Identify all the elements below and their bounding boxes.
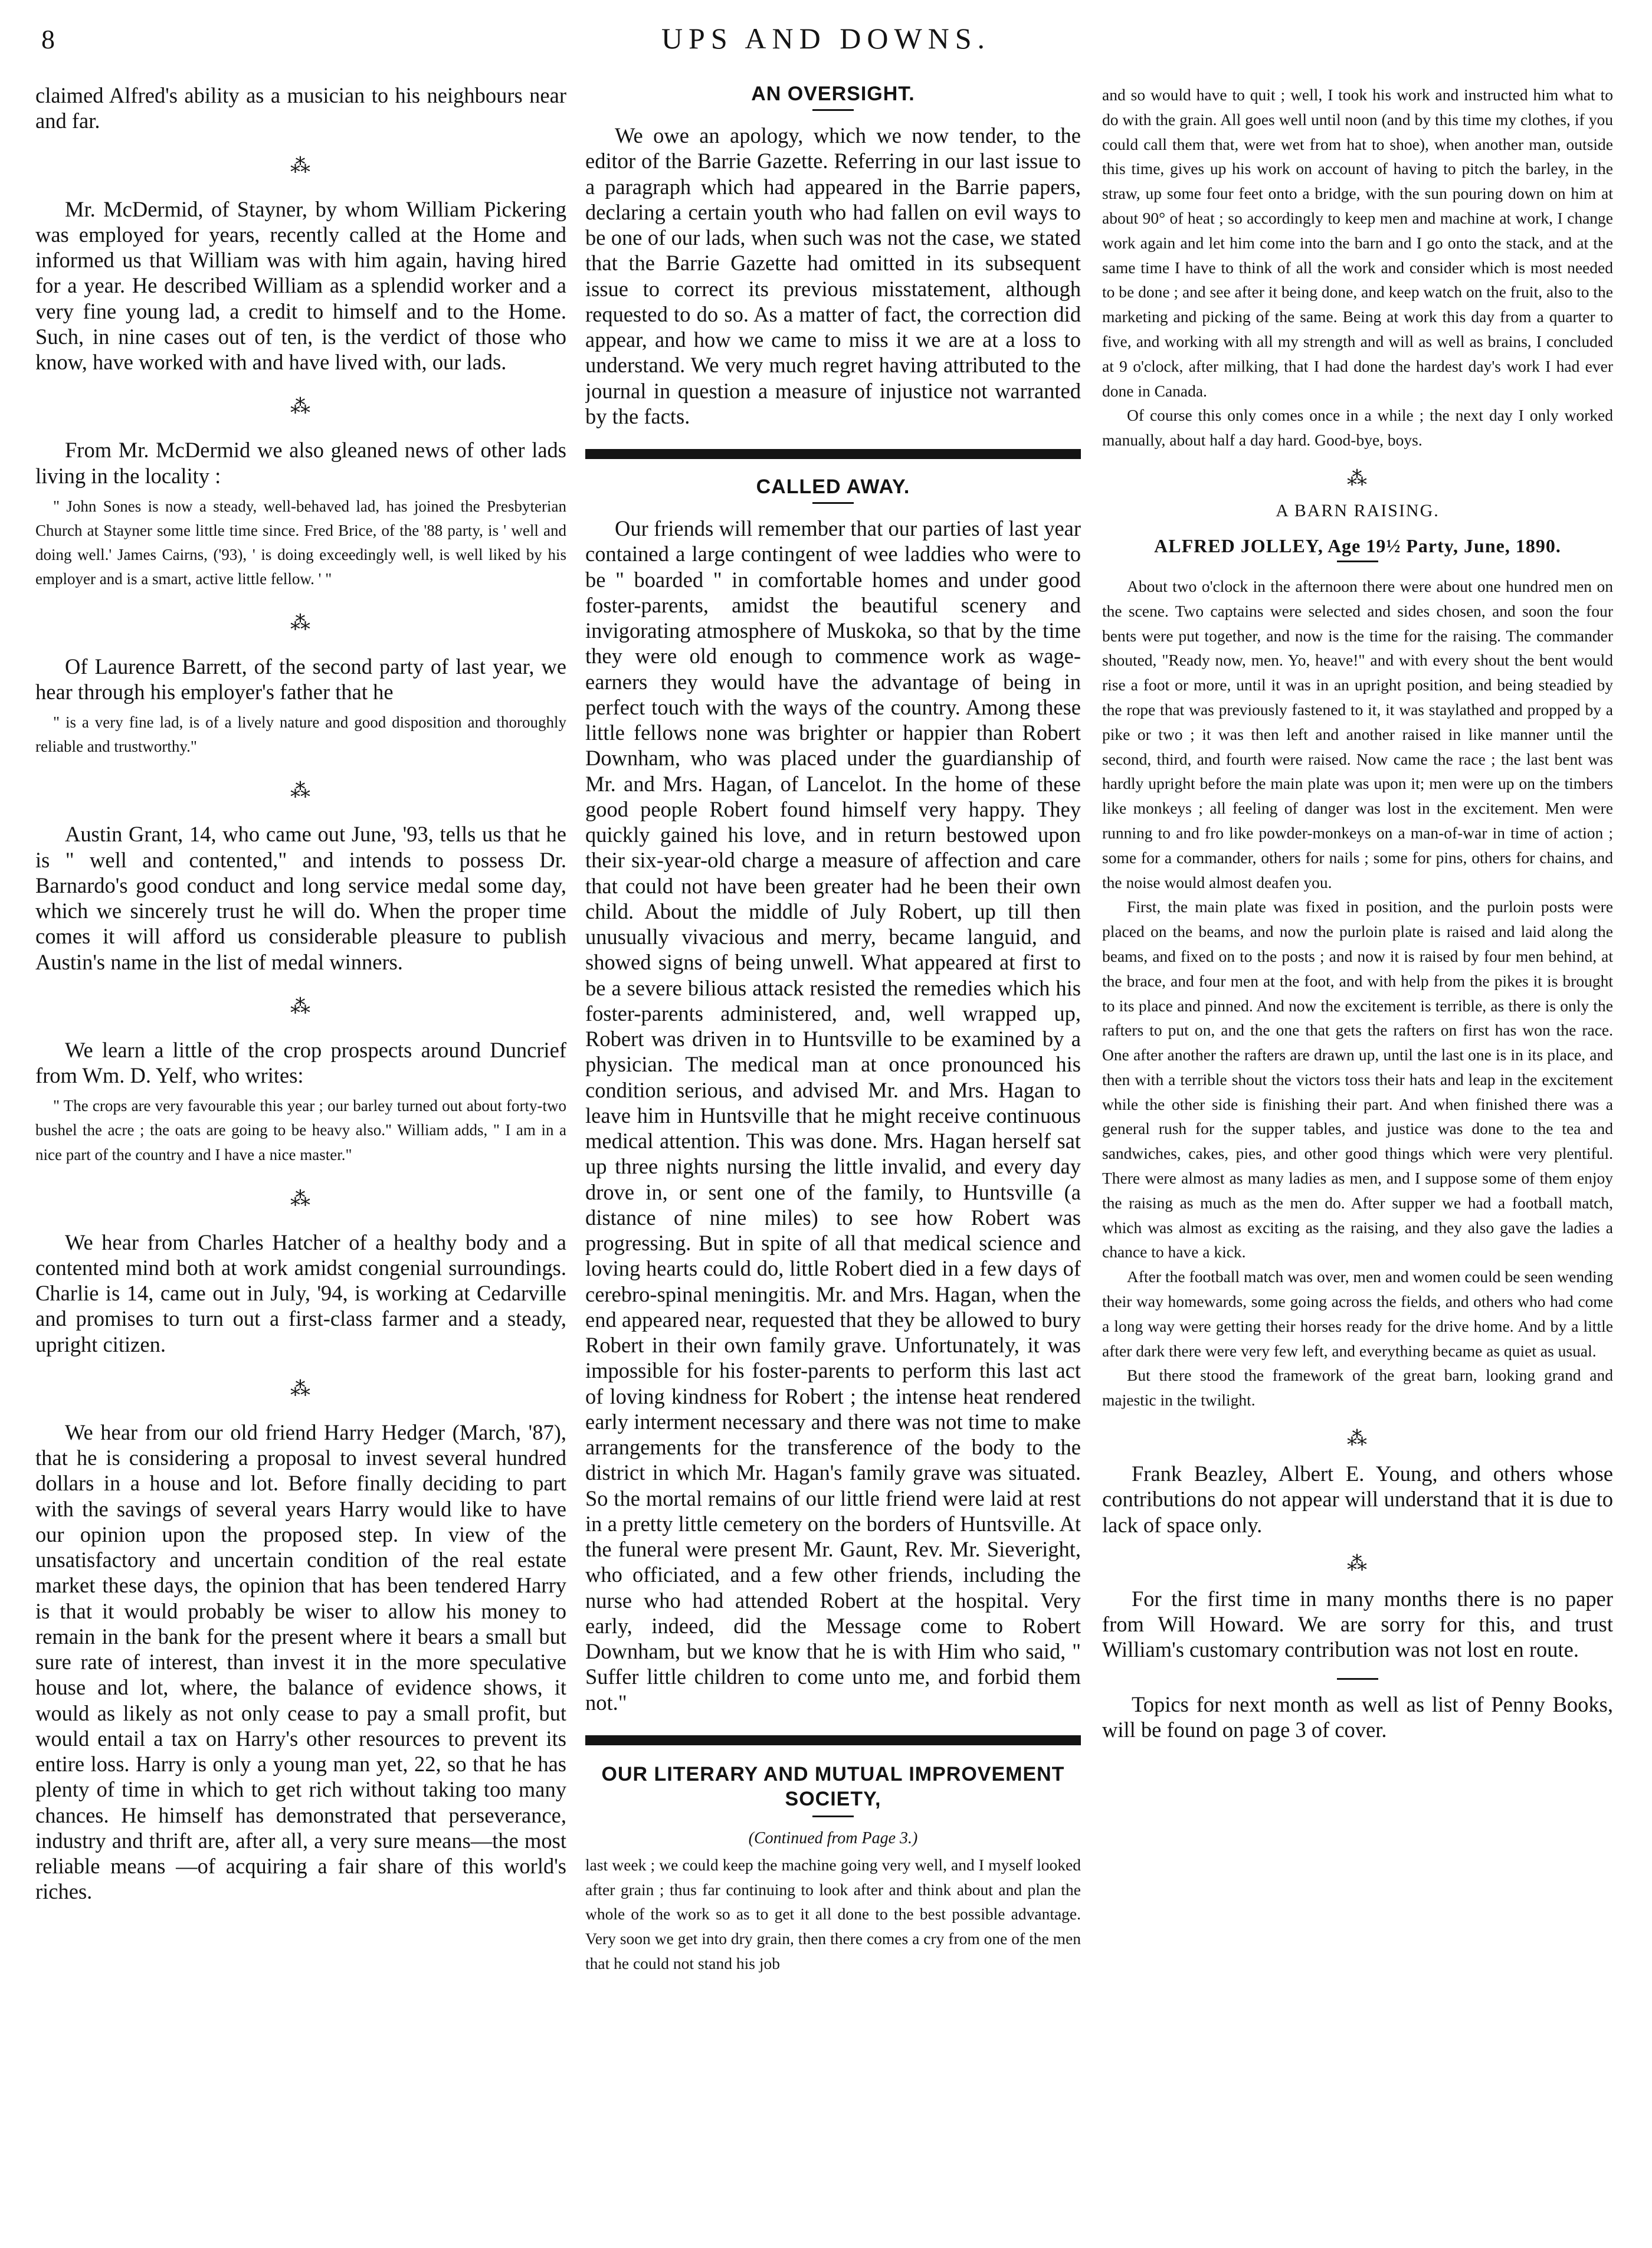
article-title: CALLED AWAY. xyxy=(756,476,910,498)
continued-note: (Continued from Page 3.) xyxy=(748,1828,918,1847)
title-rule xyxy=(1337,1678,1378,1680)
article-title: AN OVERSIGHT. xyxy=(751,83,915,105)
section-divider xyxy=(585,1735,1081,1745)
title-rule xyxy=(1337,561,1378,562)
title-rule xyxy=(812,109,854,111)
asterism-separator: ⁂ xyxy=(1347,1428,1368,1450)
article-body: We owe an apology, which we now tender, to the editor of the Barrie Gazette. Referring in our last issue to a paragraph which had appeared in the Barrie papers, declaring a certain youth who had fallen on evil ways to be one of our lads, when such was not the case, we stated that the Barrie Gazette had omitted in its subsequent issue to correct its previous misstatement, although requested to do so. As a matter of fact, the correction did appear, and how we came to miss it we are at a loss to understand. We very much regret having attributed to the journal in question a measure of injustice not warranted by the facts. xyxy=(585,123,1081,428)
paragraph: For the first time in many months there is no paper from Will Howard. We are sorry for this, and trust William's customary contribution was not lost en route. xyxy=(1102,1586,1613,1662)
paragraph: From Mr. McDermid we also gleaned news of other lads living in the locality : xyxy=(35,438,566,488)
quoted-letter: " is a very fine lad, is of a lively nature and good disposition and thoroughly reliable and trustworthy." xyxy=(35,713,566,756)
running-title: UPS AND DOWNS. xyxy=(661,22,991,55)
title-rule xyxy=(812,502,854,504)
paragraph: About two o'clock in the afternoon there were about one hundred men on the scene. Two captains were selected and sides chosen, and soon the four bents were put together, and now is the time for the raising. The commander shouted, "Ready now, men. Yo, heave!" and with every shout the bent would rise a foot or more, until it was in an upright position, and being steadied by the rope that was previously fastened to it, it was staylathed and propped by a pike or two ; it was then left and another raised in like manner until the second, third, and fourth were raised. Now came the race ; the last bent was hardly upright before the main plate was upon it; men were up on the timbers like monkeys ; all feeling of danger was lost in the excitement. Men were running to and fro like powder-monkeys on a man-of-war in time of action ; some for a commander, others for nails ; some for pins, others for chains, and the noise would almost deafen you. xyxy=(1102,576,1613,892)
paragraph: We hear from Charles Hatcher of a healthy body and a contented mind both at work amidst congenial surroundings. Charlie is 14, came out in July, '94, is working at Cedarville and promises to turn out a first-class farmer and a steady, upright citizen. xyxy=(35,1230,566,1356)
paragraph: Topics for next month as well as list of Penny Books, will be found on page 3 of cover. xyxy=(1102,1692,1613,1742)
paragraph: First, the main plate was fixed in position, and the purloin posts were placed on the beams, and now the purloin plate is raised and laid along the beams, and fixed on to the posts ; and now it is raised by four men behind, at the brace, and four men at the foot, and with help from the pikes it is brought to its place and pinned. And now the excitement is terrible, as there is only the rafters to put on, and the one that gets the rafters on first has won the race. One after another the rafters are drawn up, until the last one is in its place, and then with a terrible shout the victors toss their hats and leap in the excitement while the other side is finishing their part. And when finished there was a general rush for the supper tables, and justice was done to the tea and sandwiches, cakes, pies, and other good things which were very plentiful. There were almost as many ladies as men, and I suppose some of them enjoy the raising as much as the men do. After supper we had a football match, which was almost as exciting as the raising, and they also gave the ladies a chance to have a kick. xyxy=(1102,897,1613,1261)
asterism-separator: ⁂ xyxy=(290,995,312,1018)
article-title: A BARN RAISING. xyxy=(1276,500,1440,520)
article-body: last week ; we could keep the machine going very well, and I myself looked after grain ; thus far continuing to look after and think about and plan the whole of the work so as to get it all done to the best possible advantage. Very soon we get into dry grain, then there comes a cry from one of the men that he could not stand his job xyxy=(585,1855,1081,1972)
asterism-separator: ⁂ xyxy=(290,780,312,802)
paragraph: Of course this only comes once in a while ; the next day I only worked manually, about half a day hard. Good-bye, boys. xyxy=(1102,406,1613,450)
byline: ALFRED JOLLEY, Age 19½ Party, June, 1890. xyxy=(1154,535,1561,556)
middle-column xyxy=(585,83,1081,2224)
paragraph: After the football match was over, men and women could be seen wending their way homewards, some going across the fields, and others who had come a long way were getting their horses ready for the drive home. And by a little after dark there were very few left, and everything became as quiet as usual. xyxy=(1102,1267,1613,1360)
asterism-separator: ⁂ xyxy=(290,1378,312,1400)
asterism-separator: ⁂ xyxy=(290,155,312,177)
title-rule xyxy=(812,1816,854,1817)
asterism-separator: ⁂ xyxy=(290,612,312,634)
paragraph: But there stood the framework of the great barn, looking grand and majestic in the twilight. xyxy=(1102,1366,1613,1410)
article-body: Our friends will remember that our parties of last year contained a large contingent of wee laddies who were to be " boarded " in comfortable homes and under good foster-parents, amidst the beautiful scenery and invigorating atmosphere of Muskoka, so that by the time they were old enough to commence work as wage-earners they would have the advantage of being in perfect touch with the ways of the country. Among these little fellows none was brighter or happier than Robert Downham, who was placed under the guardianship of Mr. and Mrs. Hagan, of Lancelot. In the home of these good people Robert found himself very happy. They quickly gained his love, and in return bestowed upon their six-year-old charge a measure of affection and care that could not have been greater had he been their own child. About the middle of July Robert, up till then unusually vivacious and merry, became languid, and showed signs of being unwell. What appeared at first to be a severe bilious attack resisted the remedies which his foster-parents administered, and, well wrapped up, Robert was driven in to Huntsville to be examined by a physician. The medical man at once pronounced his condition serious, and advised Mr. and Mrs. Hagan to leave him in Huntsville that he might receive continuous medical attention. This was done. Mrs. Hagan herself sat up three nights nursing the little invalid, and every day drove in, or sent one of the family, to Huntsville (a distance of nine miles) to see how Robert was progressing. But in spite of all that medical science and loving hearts could do, little Robert died in a few days of cerebro-spinal meningitis. Mr. and Mrs. Hagan, when the end appeared near, requested that they be allowed to bury Robert in their own family grave. Unfortunately, it was impossible for his foster-parents to perform this last act of loving kindness for Robert ; the intense heat rendered early interment necessary and there was not time to make arrangements for the transference of the body to the district in which Mr. Hagan's family grave was situated. So the mortal remains of our little friend were laid at rest in a pretty little cemetery on the borders of Huntsville. At the funeral were present Mr. Gaunt, Rev. Mr. Sieveright, who officiated, and a few other friends, including the nurse who had attended Robert at the hospital. Very early, indeed, did the Message come to Robert Downham, but we know that he is with Him who said, " Suffer little children to come unto me, and forbid them not." xyxy=(585,516,1081,1715)
asterism-separator: ⁂ xyxy=(290,396,312,418)
quoted-letter: " The crops are very favourable this year ; our barley turned out about forty-two bushel the acre ; the oats are going to be heavy also." William adds, " I am in a nice part of the country and I have a nice master." xyxy=(35,1097,566,1164)
asterism-separator: ⁂ xyxy=(290,1188,312,1210)
page-number: 8 xyxy=(41,24,55,54)
article-title: OUR LITERARY AND MUTUAL IMPROVEMENT SOCIETY, xyxy=(601,1762,1065,1811)
paragraph: Austin Grant, 14, who came out June, '93, tells us that he is " well and contented," and intends to possess Dr. Barnardo's good conduct and long service medal some day, which we sincerely trust he will do. When the proper time comes it will afford us considerable pleasure to publish Austin's name in the list of medal winners. xyxy=(35,822,566,974)
asterism-separator: ⁂ xyxy=(1347,467,1368,490)
asterism-separator: ⁂ xyxy=(1347,1552,1368,1575)
paragraph: claimed Alfred's ability as a musician to his neighbours near and far. xyxy=(35,83,566,133)
section-divider xyxy=(585,449,1081,459)
paragraph: Frank Beazley, Albert E. Young, and others whose contributions do not appear will understand that it is due to lack of space only. xyxy=(1102,1461,1613,1537)
left-column xyxy=(35,83,566,2224)
paragraph: Of Laurence Barrett, of the second party of last year, we hear through his employer's father that he xyxy=(35,654,566,704)
quoted-letter: " John Sones is now a steady, well-behaved lad, has joined the Presbyterian Church at Stayner some little time since. Fred Brice, of the '88 party, is ' well and doing well.' James Cairns, ('93), ' is doing exceedingly well, is well liked by his employer and is a smart, active little fellow. ' " xyxy=(35,497,566,588)
paragraph: We hear from our old friend Harry Hedger (March, '87), that he is considering a proposal to invest several hundred dollars in a house and lot. Before finally deciding to part with the savings of several years Harry would like to have our opinion upon the proposed step. In view of the unsatisfactory and uncertain condition of the real estate market these days, the opinion that has been tendered Harry is that it would probably be wiser to allow his money to remain in the bank for the present where it bears a small but sure rate of interest, than invest it in the more speculative house and lot, where, the balance of evidence shows, it would as likely as not only cease to pay a small profit, but would entail a tax on Harry's other resources to prevent its entire loss. Harry is only a young man yet, 22, so that he has plenty of time in which to get rich without taking too many chances. He himself has demonstrated that perseverance, industry and thrift are, after all, a very sure means—the most reliable means —of acquiring a fair share of this world's riches. xyxy=(35,1420,566,1904)
right-column xyxy=(1102,83,1613,2224)
paragraph: and so would have to quit ; well, I took his work and instructed him what to do with the grain. All goes well until noon (and by this time my clothes, if you could call them that, were wet from hat to shoe), when another man, outside this time, gives up his work on account of having to pitch the barley, in the straw, up some four feet onto a bridge, with the sun pouring down on him at about 90° of heat ; so accordingly to keep men and machine at work, I change work again and let him come into the barn and I go onto the stack, and at the same time I have to think of all the work and consider which is most needed to be done ; and see after it being done, and keep watch on the fruit, also to the marketing and picking of the same. Being at work this day from a quarter to five, and working with all my strength and will as well as brains, I concluded at 9 o'clock, after milking, that I had done the hardest day's work I had ever done in Canada. xyxy=(1102,86,1613,400)
paragraph: Mr. McDermid, of Stayner, by whom William Pickering was employed for years, recently called at the Home and informed us that William was with him again, having hired for a year. He described William as a splendid worker and a very fine young lad, a credit to himself and to the Home. Such, in nine cases out of ten, is the verdict of those who know, have worked with and have lived with, our lads. xyxy=(35,196,566,374)
paragraph: We learn a little of the crop prospects around Duncrief from Wm. D. Yelf, who writes: xyxy=(35,1037,566,1088)
